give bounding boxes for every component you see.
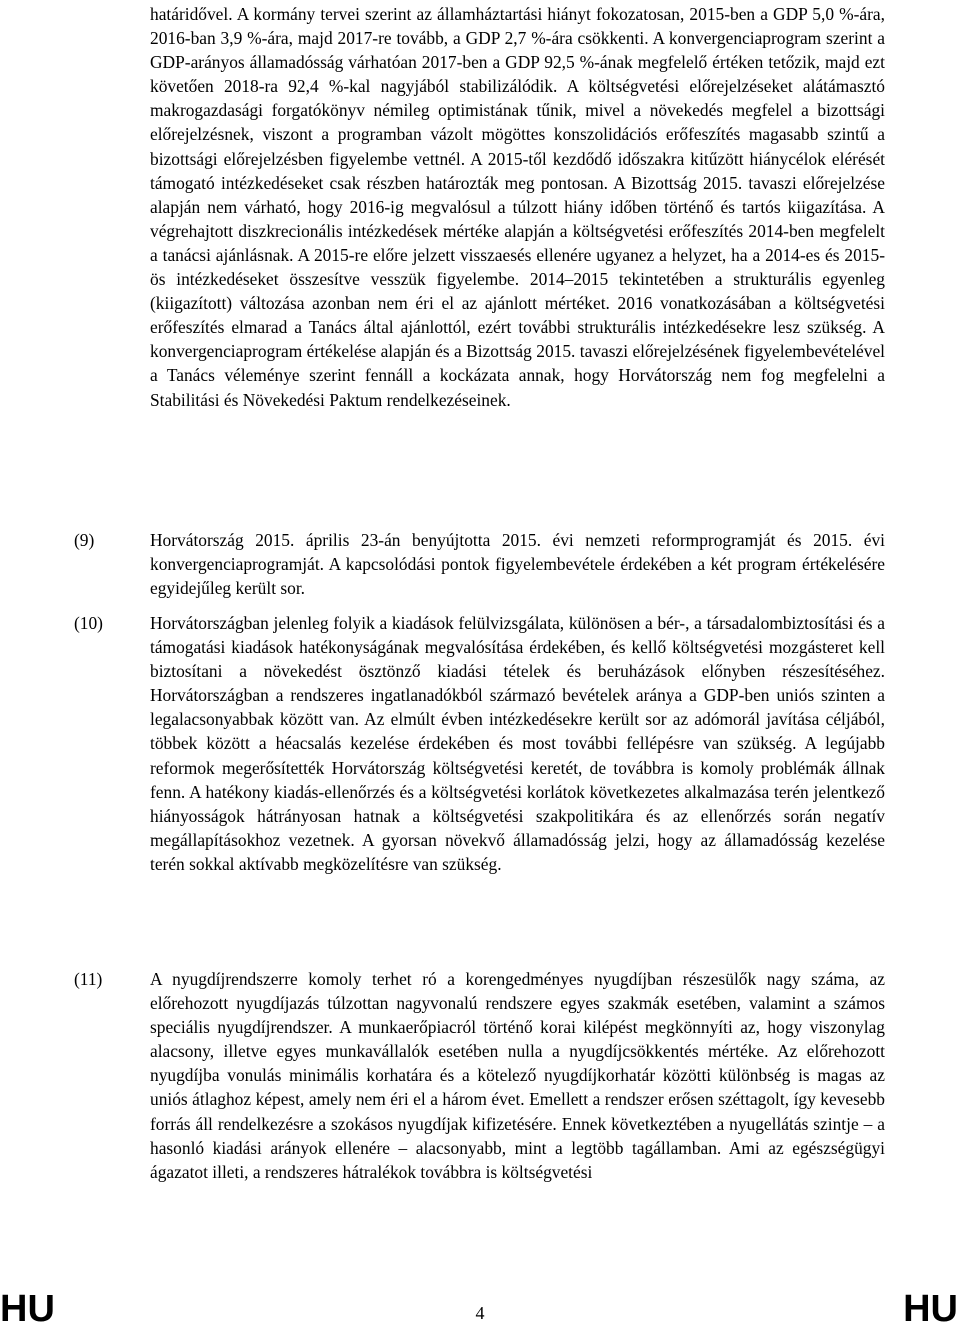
footer-language-right: HU (903, 1288, 958, 1330)
footer-language-left: HU (0, 1288, 55, 1330)
numbered-paragraph-9 (74, 528, 885, 600)
numbered-paragraph-11 (74, 967, 885, 1184)
intro-paragraph: határidővel. A kormány tervei szerint az államháztartási hiányt fokozatosan, 2015-ben a GDP 5,0 %-ára, 2016-ban 3,9 %-ára, majd 2017-re tovább, a GDP 2,7 %-ára csökkenti. A konvergenciaprogram szerint a GDP-arányos államadósság várhatóan 2017-ben a GDP 92,5 %-ának megfelelő értéken tetőzik, majd ezt követően 2018-ra 92,4 %-kal nagyjából stabilizálódik. A költségvetési előrejelzéseket alátámasztó makrogazdasági forgatókönyv némileg optimistának tűnik, mivel a növekedés megfelel a bizottsági előrejelzésnek, viszont a programban vázolt mögöttes konszolidációs erőfeszítés magasabb szintű a bizottsági előrejelzésben figyelembe vettnél. A 2015-től kezdődő időszakra kitűzött hiánycélok elérését támogató intézkedéseket csak részben határozták meg pontosan. A Bizottság 2015. tavaszi előrejelzése alapján nem várható, hogy 2016-ig megvalósul a túlzott hiány időben történő és tartós kiigazítása. A végrehajtott diszkrecionális intézkedések mértéke alapján a költségvetési erőfeszítés 2014-ben megfelelt a tanácsi ajánlásnak. A 2015-re előre jelzett visszaesés ellenére ugyanez a helyzet, ha a 2014-es és 2015-ös intézkedéseket összesítve vesszük figyelembe. 2014–2015 tekintetében a strukturális egyenleg (kiigazított) változása azonban nem éri el az ajánlott mértéket. 2016 vonatkozásában a költségvetési erőfeszítés elmarad a Tanács által ajánlottól, ezért további strukturális intézkedésekre lesz szükség. A konvergenciaprogram értékelése alapján és a Bizottság 2015. tavaszi előrejelzésének figyelembevételével a Tanács véleménye szerint fennáll a kockázata annak, hogy Horvátország nem fog megfelelni a Stabilitási és Növekedési Paktum rendelkezéseinek. (150, 4, 885, 410)
paragraph-number: (9) (74, 530, 95, 550)
paragraph-text: Horvátország 2015. április 23-án benyújtotta 2015. évi nemzeti reformprogramját és 2015. évi konvergenciaprogramját. A kapcsolódási pontok figyelembevétele érdekében a két program értékelésére egyidejűleg került sor. (150, 530, 885, 599)
paragraph-number: (11) (74, 969, 103, 989)
numbered-paragraph-10 (74, 611, 885, 876)
paragraph-text: Horvátországban jelenleg folyik a kiadások felülvizsgálata, különösen a bér-, a társadalombiztosítási és a támogatási kiadások hatékonyságának megvalósítása érdekében, és kellő költségvetési mozgásteret kell biztosítani a növekedést ösztönző kiadási tételek és beruházások előnyben részesítéséhez. Horvátországban a rendszeres ingatlanadókból származó bevételek aránya a GDP-ben uniós szinten a legalacsonyabbak között van. Az elmúlt évben intézkedésekre került sor az adómorál javítása céljából, többek között a héacsalás kezelése érdekében és most további fellépésre van szükség. A legújabb reformok megerősítették Horvátország költségvetési keretét, de továbbra is komoly problémák állnak fenn. A hatékony kiadás-ellenőrzés és a költségvetési korlátok következetes alkalmazása terén jelentkező hiányosságok hátrányosan hatnak a költségvetési szakpolitikára és az ellenőrzés során negatív megállapításokhoz vezetnek. A gyorsan növekvő államadósság jelzi, hogy az államadósság kezelése terén sokkal aktívabb megközelítésre van szükség. (150, 613, 885, 874)
page-number: 4 (475, 1303, 485, 1323)
paragraph-number: (10) (74, 613, 103, 633)
paragraph-text: A nyugdíjrendszerre komoly terhet ró a korengedményes nyugdíjban részesülők nagy száma, az előrehozott nyugdíjazás túlzottan nagyvonalú rendszere egyes szakmák esetében, valamint a számos speciális nyugdíjrendszer. A munkaerőpiacról történő korai kilépést megkönnyíti az, hogy viszonylag alacsony, illetve egyes munkavállalók esetében nulla a nyugdíjcsökkentés mértéke. Az előrehozott nyugdíjba vonulás minimális korhatára és a kötelező nyugdíjkorhatár közötti különbség is magas az uniós átlaghoz képest, amely nem éri el a három évet. Emellett a rendszer erősen széttagolt, így kevesebb forrás áll rendelkezésre a szokásos nyugdíjak kifizetésére. Ennek következtében a nyugellátás szintje – a hasonló kiadási arányok ellenére – alacsonyabb, mint a legtöbb tagállamban. Ami az egészségügyi ágazatot illeti, a rendszeres hátralékok továbbra is költségvetési (150, 969, 885, 1182)
